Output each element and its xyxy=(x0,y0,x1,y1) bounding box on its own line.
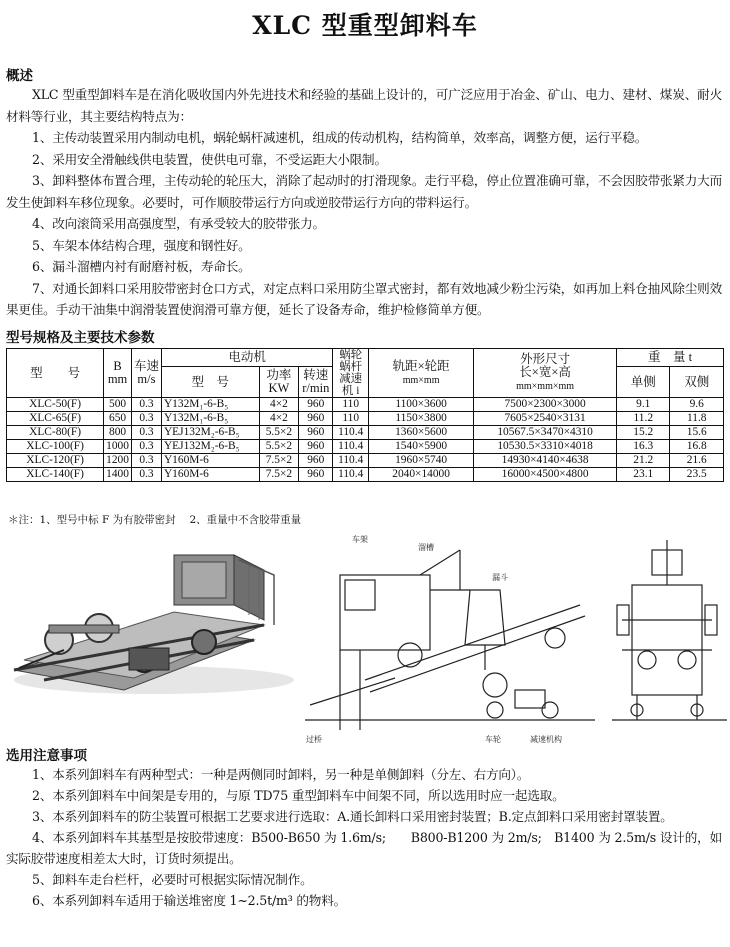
unloader-photo xyxy=(4,530,294,705)
table-row xyxy=(7,440,724,454)
note-item: 1、本系列卸料车有两种型式：一种是两侧同时卸料，另一种是单侧卸料（分左、右方向）。 xyxy=(32,767,530,782)
spec-table xyxy=(6,348,724,482)
table-row xyxy=(7,426,724,440)
table-cell: 1360×5600 xyxy=(369,426,474,440)
table-cell: YEJ132M₂-6-B₅ xyxy=(161,426,259,440)
label-reducer: 减速机构 xyxy=(530,735,562,744)
table-cell: 15.6 xyxy=(670,426,724,440)
overview-heading: 概述 xyxy=(6,68,33,84)
specs-heading: 型号规格及主要技术参数 xyxy=(6,330,155,346)
table-cell: 110.4 xyxy=(333,440,369,454)
table-row xyxy=(7,468,724,482)
table-cell: 110 xyxy=(333,412,369,426)
table-cell: 960 xyxy=(299,454,333,468)
label-hopper: 漏斗 xyxy=(492,573,508,582)
header-weight: 重 量 t xyxy=(617,349,724,367)
table-cell: 23.5 xyxy=(670,468,724,482)
table-cell: 21.2 xyxy=(617,454,670,468)
end-elevation-drawing xyxy=(612,530,727,730)
note-item: 3、本系列卸料车的防尘装置可根据工艺要求进行选取：A.通长卸料口采用密封装置；B.定点卸料口采用密封罩装置。 xyxy=(32,809,673,824)
header-double: 双侧 xyxy=(670,367,724,398)
table-cell: 1400 xyxy=(104,468,132,482)
table-row xyxy=(7,454,724,468)
note-item: 5、卸料车走台栏杆，必要时可根据实际情况制作。 xyxy=(32,872,313,887)
feature-item: 4、改向滚筒采用高强度型，有承受较大的胶带张力。 xyxy=(32,216,325,231)
feature-item: 6、漏斗溜槽内衬有耐磨衬板，寿命长。 xyxy=(32,259,251,274)
notes-heading: 选用注意事项 xyxy=(6,748,87,764)
header-dims: 外形尺寸 长×宽×高 mm×mm×mm xyxy=(474,349,617,398)
table-cell: 500 xyxy=(104,398,132,412)
table-cell: 14930×4140×4638 xyxy=(474,454,617,468)
table-cell: Y132M₁-6-B₅ xyxy=(161,412,259,426)
table-cell: 110.4 xyxy=(333,454,369,468)
table-cell: Y132M₁-6-B₅ xyxy=(161,398,259,412)
table-cell: XLC-50(F) xyxy=(7,398,104,412)
table-cell: Y160M-6 xyxy=(161,454,259,468)
table-cell: 0.3 xyxy=(131,454,161,468)
table-cell: 960 xyxy=(299,412,333,426)
table-cell: 0.3 xyxy=(131,440,161,454)
note-item: 6、本系列卸料车适用于输送堆密度 1~2.5t/m³ 的物料。 xyxy=(32,893,346,908)
table-cell: 0.3 xyxy=(131,468,161,482)
table-cell: 960 xyxy=(299,440,333,454)
table-cell: 110.4 xyxy=(333,468,369,482)
table-cell: 16.8 xyxy=(670,440,724,454)
header-reducer: 蜗轮蜗杆减速机 i xyxy=(333,349,369,398)
table-cell: 110 xyxy=(333,398,369,412)
table-cell: 11.8 xyxy=(670,412,724,426)
table-cell: 960 xyxy=(299,398,333,412)
table-cell: YEJ132M₂-6-B₅ xyxy=(161,440,259,454)
page-title: XLC 型重型卸料车 xyxy=(252,11,478,40)
note-item: 4、本系列卸料车其基型是按胶带速度：B500-B650 为 1.6m/s; B800-B1200 为 2m/s; B1400 为 2.5m/s 设计的，如实际胶带速度相差太大时，订货时须提出。 xyxy=(6,830,722,866)
table-cell: XLC-140(F) xyxy=(7,468,104,482)
overview-intro: XLC 型重型卸料车是在消化吸收国内外先进技术和经验的基础上设计的，可广泛应用于冶金、矿山、电力、建材、煤炭、耐火材料等行业，其主要结构特点为： xyxy=(6,87,722,124)
table-cell: 4×2 xyxy=(259,412,299,426)
table-cell: 9.1 xyxy=(617,398,670,412)
table-cell: 110.4 xyxy=(333,426,369,440)
table-cell: 800 xyxy=(104,426,132,440)
table-cell: XLC-65(F) xyxy=(7,412,104,426)
label-bridge: 过桥 xyxy=(306,735,322,744)
table-cell: 5.5×2 xyxy=(259,440,299,454)
table-cell: 960 xyxy=(299,426,333,440)
table-cell: 0.3 xyxy=(131,412,161,426)
table-cell: 16000×4500×4800 xyxy=(474,468,617,482)
header-power: 功率 KW xyxy=(259,367,299,398)
table-cell: 1960×5740 xyxy=(369,454,474,468)
table-cell: 1540×5900 xyxy=(369,440,474,454)
header-speed: 车速 m/s xyxy=(131,349,161,398)
feature-item: 5、车架本体结构合理，强度和钢性好。 xyxy=(32,237,251,253)
table-cell: XLC-100(F) xyxy=(7,440,104,454)
table-cell: 7500×2300×3000 xyxy=(474,398,617,412)
feature-item: 1、主传动装置采用内制动电机，蜗轮蜗杆减速机，组成的传动机构，结构简单，效率高，调整方便，运行平稳。 xyxy=(32,130,648,145)
table-cell: XLC-80(F) xyxy=(7,426,104,440)
table-cell: 11.2 xyxy=(617,412,670,426)
table-cell: 7.5×2 xyxy=(259,454,299,468)
label-frame: 车架 xyxy=(352,535,368,544)
feature-item: 3、卸料整体布置合理，主传动轮的轮压大，消除了起动时的打滑现象。走行平稳，停止位置准确可靠，不会因胶带张紧力大而发生使卸料车移位现象。必要时，可作顺胶带运行方向或逆胶带运行方向的带料运行。 xyxy=(6,173,722,210)
table-row xyxy=(7,398,724,412)
table-cell: 0.3 xyxy=(131,398,161,412)
table-cell: 5.5×2 xyxy=(259,426,299,440)
header-model: 型 号 xyxy=(7,349,104,398)
table-cell: 21.6 xyxy=(670,454,724,468)
header-rpm: 转速 r/min xyxy=(299,367,333,398)
table-cell: 1000 xyxy=(104,440,132,454)
table-cell: 23.1 xyxy=(617,468,670,482)
table-cell: 1150×3800 xyxy=(369,412,474,426)
table-cell: Y160M-6 xyxy=(161,468,259,482)
header-gauge: 轨距×轮距 mm×mm xyxy=(369,349,474,398)
note-item: 2、本系列卸料车中间架是专用的，与原 TD75 重型卸料车中间架不同，所以选用时应一起选取。 xyxy=(32,788,565,803)
table-cell: 9.6 xyxy=(670,398,724,412)
header-motor: 电动机 xyxy=(161,349,332,367)
feature-item: 7、对通长卸料口采用胶带密封仓口方式，对定点料口采用防尘罩式密封，都有效地减少粉尘污染，如再加上料仓抽风除尘则效果更佳。手动干油集中润滑装置使润滑可靠方便，延长了设备寿命，维护检修简单方便。 xyxy=(6,280,722,317)
header-single: 单侧 xyxy=(617,367,670,398)
table-cell: 7605×2540×3131 xyxy=(474,412,617,426)
feature-item: 2、采用安全滑触线供电装置，使供电可靠，不受运距大小限制。 xyxy=(32,151,387,167)
table-cell: 2040×14000 xyxy=(369,468,474,482)
table-cell: 1100×3600 xyxy=(369,398,474,412)
table-cell: XLC-120(F) xyxy=(7,454,104,468)
header-b: B mm xyxy=(104,349,132,398)
label-chute: 溜槽 xyxy=(418,543,434,552)
table-footnote: ＊注：1、型号中标 F 为有胶带密封 2、重量中不含胶带重量 xyxy=(8,514,302,526)
table-cell: 960 xyxy=(299,468,333,482)
table-cell: 650 xyxy=(104,412,132,426)
table-cell: 10530.5×3310×4018 xyxy=(474,440,617,454)
overview-text xyxy=(6,84,722,321)
table-row xyxy=(7,412,724,426)
notes-text xyxy=(6,764,722,911)
table-cell: 4×2 xyxy=(259,398,299,412)
label-wheel: 车轮 xyxy=(485,735,501,744)
table-cell: 15.2 xyxy=(617,426,670,440)
table-cell: 16.3 xyxy=(617,440,670,454)
table-cell: 10567.5×3470×4310 xyxy=(474,426,617,440)
table-cell: 7.5×2 xyxy=(259,468,299,482)
header-motor-model: 型 号 xyxy=(161,367,259,398)
side-elevation-drawing xyxy=(300,530,600,745)
table-cell: 1200 xyxy=(104,454,132,468)
table-cell: 0.3 xyxy=(131,426,161,440)
